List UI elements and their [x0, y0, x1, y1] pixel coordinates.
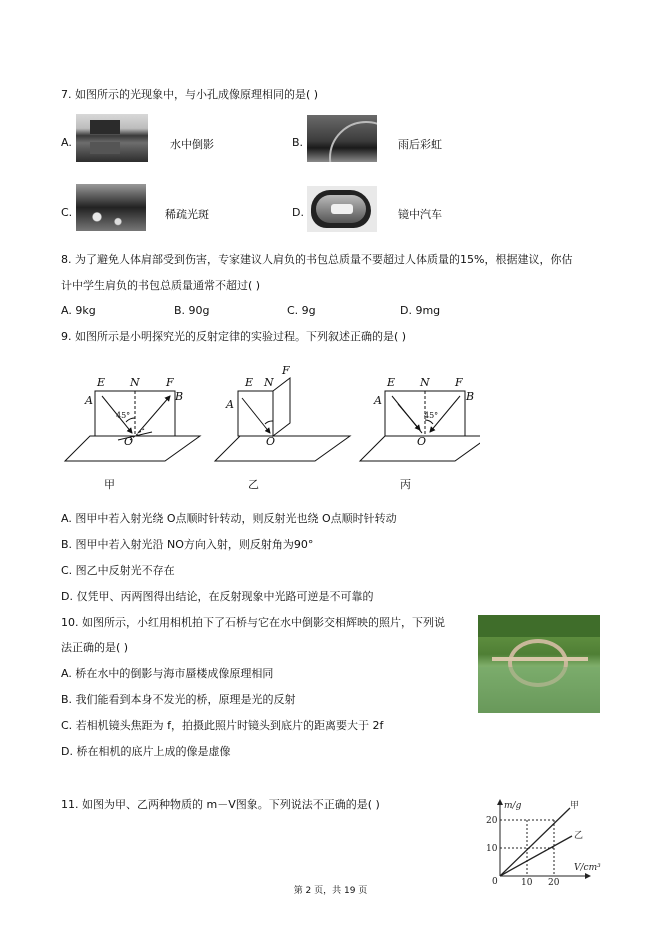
series-label-yi: 乙 — [574, 831, 584, 841]
label-e-bing: E — [387, 376, 396, 389]
light-spots-photo — [76, 184, 146, 231]
q8-option-b: B. 90g — [174, 304, 210, 317]
series-label-jia: 甲 — [570, 801, 580, 811]
page-footer: 第 2 页，共 19 页 — [293, 886, 368, 896]
label-a-yi: A — [226, 398, 234, 411]
xtick-10: 10 — [521, 878, 533, 886]
label-b-bing: B — [466, 390, 475, 403]
label-a-bing: A — [374, 394, 382, 407]
label-f-jia: F — [166, 376, 174, 389]
q7-option-a-letter: A. — [61, 136, 72, 149]
origin-label: 0 — [492, 877, 498, 886]
label-a-jia: A — [85, 394, 93, 407]
bridge-deck — [492, 657, 588, 661]
label-o-jia: O — [124, 435, 134, 448]
q11-stem: 11. 如图为甲、乙两种物质的 m－V图象。下列说法不正确的是( ) — [61, 798, 380, 811]
caption-bing: 丙 — [400, 478, 411, 491]
caption-jia: 甲 — [104, 478, 115, 491]
pavilion-reflection — [90, 142, 120, 154]
q7-stem: 7. 如图所示的光现象中，与小孔成像原理相同的是( ) — [61, 88, 319, 101]
q9-option-d: D. 仅凭甲、丙两图得出结论，在反射现象中光路可逆是不可靠的 — [61, 590, 374, 603]
rainbow-photo — [307, 115, 377, 162]
label-n-yi: N — [264, 376, 274, 389]
q10-stem-line2: 法正确的是( ) — [61, 641, 129, 654]
q9-option-a: A. 图甲中若入射光绕 O点顺时针转动，则反射光也绕 O点顺时针转动 — [61, 512, 397, 525]
label-f-bing: F — [455, 376, 463, 389]
line-jia — [500, 808, 570, 876]
label-n-bing: N — [420, 376, 430, 389]
trees — [478, 615, 600, 637]
pavilion-shape — [90, 120, 120, 134]
q8-option-c: C. 9g — [287, 304, 316, 317]
reflection-experiment-figure — [60, 358, 480, 493]
car-in-mirror — [331, 204, 353, 214]
q8-option-d: D. 9mg — [400, 304, 441, 317]
ytick-20: 20 — [486, 816, 498, 826]
caption-yi: 乙 — [248, 478, 259, 491]
car-mirror-photo — [307, 186, 377, 232]
q7-option-d-text: 镜中汽车 — [398, 208, 442, 221]
label-angle-bing: 45° — [424, 411, 439, 420]
q8-stem-line2: 计中学生肩负的书包总质量通常不超过( ) — [61, 279, 261, 292]
water-surface — [478, 667, 600, 713]
q10-option-d: D. 桥在相机的底片上成的像是虚像 — [61, 745, 231, 758]
q8-option-a: A. 9kg — [61, 304, 96, 317]
q10-stem-line1: 10. 如图所示，小红用相机拍下了石桥与它在水中倒影交相辉映的照片，下列说 — [61, 616, 445, 629]
label-e-yi: E — [245, 376, 254, 389]
q7-option-a-text: 水中倒影 — [170, 138, 214, 151]
label-b-jia: B — [175, 390, 184, 403]
label-o-bing: O — [417, 435, 427, 448]
xtick-20: 20 — [548, 878, 560, 886]
q10-option-a: A. 桥在水中的倒影与海市蜃楼成像原理相同 — [61, 667, 274, 680]
q10-option-c: C. 若相机镜头焦距为 f，拍摄此照片时镜头到底片的距离要大于 2f — [61, 719, 384, 732]
stone-bridge-photo — [478, 615, 600, 713]
ytick-10: 10 — [486, 844, 498, 854]
figure-yi — [215, 378, 350, 461]
label-f-yi: F — [282, 364, 290, 377]
q10-option-b: B. 我们能看到本身不发光的桥，原理是光的反射 — [61, 693, 296, 706]
m-v-graph — [478, 796, 603, 886]
q7-option-c-text: 稀疏光斑 — [165, 208, 209, 221]
q7-option-d-letter: D. — [292, 206, 304, 219]
line-yi — [500, 836, 572, 876]
q7-option-b-letter: B. — [292, 136, 304, 149]
q8-stem-line1: 8. 为了避免人体肩部受到伤害，专家建议人肩负的书包总质量不要超过人体质量的15%，根据建议，你估 — [61, 253, 573, 266]
q7-option-c-letter: C. — [61, 206, 73, 219]
rainbow-arc — [329, 121, 377, 162]
label-angle-jia: 45° — [116, 411, 131, 420]
water-reflection-photo — [76, 114, 148, 162]
q9-stem: 9. 如图所示是小明探究光的反射定律的实验过程。下列叙述正确的是( ) — [61, 330, 407, 343]
label-n-jia: N — [130, 376, 140, 389]
q7-option-b-text: 雨后彩虹 — [398, 138, 442, 151]
label-e-jia: E — [97, 376, 106, 389]
label-o-yi: O — [266, 435, 276, 448]
q9-option-c: C. 图乙中反射光不存在 — [61, 564, 175, 577]
q9-option-b: B. 图甲中若入射光沿 NO方向入射，则反射角为90° — [61, 538, 314, 551]
x-axis-label: V/cm³ — [574, 863, 601, 873]
y-axis-label: m/g — [504, 801, 522, 811]
